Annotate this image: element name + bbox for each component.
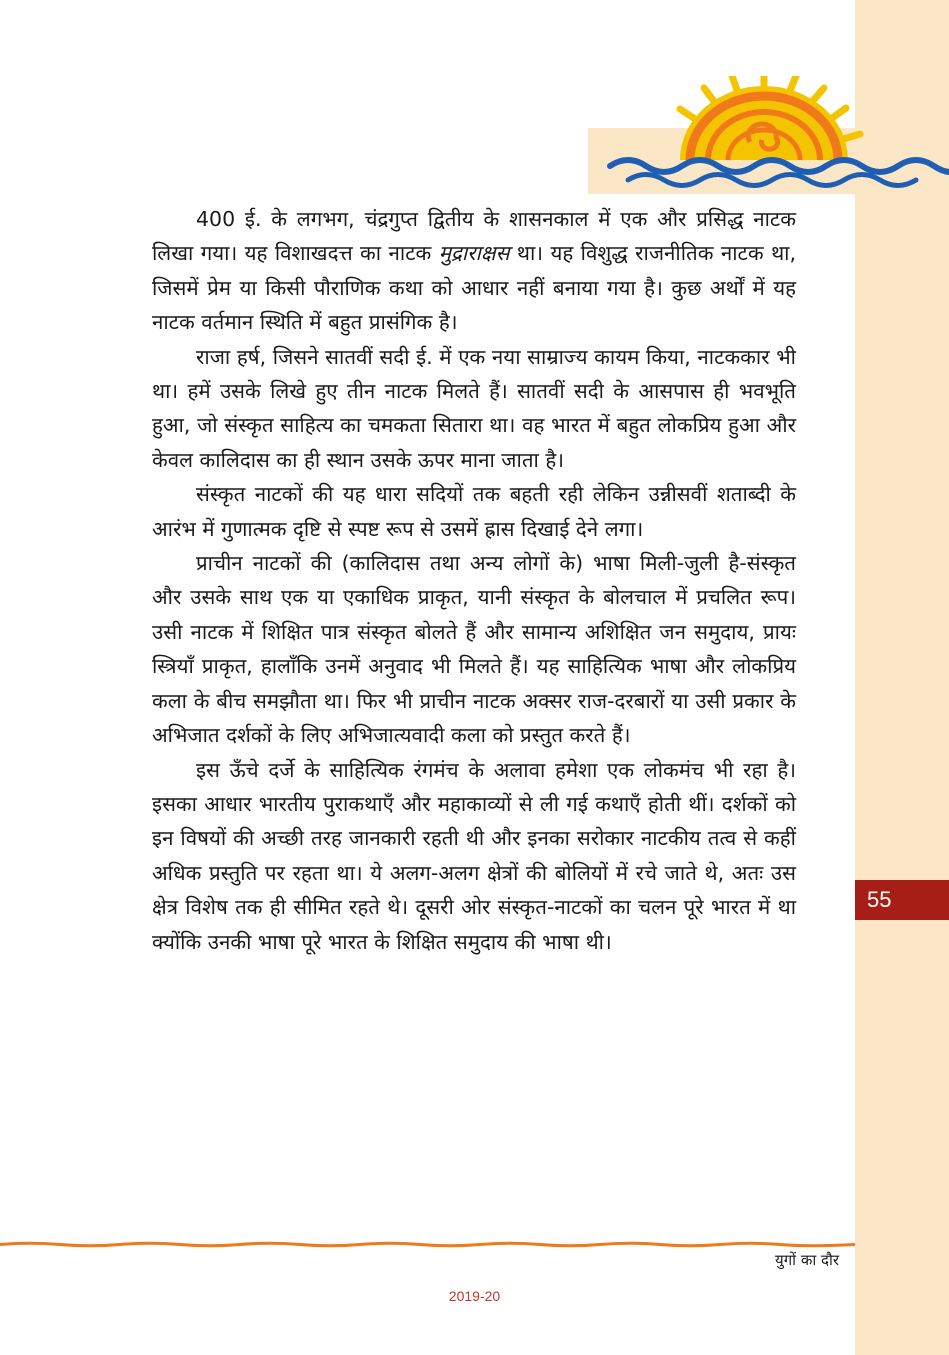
footer-rule <box>0 1241 855 1248</box>
book-title: युगों का दौर <box>775 1251 839 1269</box>
paragraph-1-text-a: 400 ई. के लगभग, चंद्रगुप्त द्वितीय के शासनकाल में एक और प्रसिद्ध नाटक लिखा गया। यह विशाखदत्त का नाटक <box>152 207 796 266</box>
paragraph-5: इस ऊँचे दर्जे के साहित्यिक रंगमंच के अलावा हमेशा एक लोकमंच भी रहा है। इसका आधार भारतीय पुराकथाएँ और महाकाव्यों से ली गई कथाएँ होती थीं। दर्शकों को इन विषयों की अच्छी तरह जानकारी रहती थी और इनका सरोकार नाटकीय तत्व से कहीं अधिक प्रस्तुति पर रहता था। ये अलग-अलग क्षेत्रों की बोलियों में रचे जाते थे, अतः उस क्षेत्र विशेष तक ही सीमित रहते थे। दूसरी ओर संस्कृत-नाटकों का चलन पूरे भारत में था क्योंकि उनकी भाषा पूरे भारत के शिक्षित समुदाय की भाषा थी। <box>152 757 796 954</box>
paragraph-3: संस्कृत नाटकों की यह धारा सदियों तक बहती रही लेकिन उन्नीसवीं शताब्दी के आरंभ में गुणात्मक दृष्टि से स्पष्ट रूप से उसमें ह्रास दिखाई देने लगा। <box>152 482 796 541</box>
paragraph-4: प्राचीन नाटकों की (कालिदास तथा अन्य लोगों के) भाषा मिली-जुली है-संस्कृत और उसके साथ एक या एकाधिक प्राकृत, यानी संस्कृत के बोलचाल में प्रचलित रूप। उसी नाटक में शिक्षित पात्र संस्कृत बोलते हैं और सामान्य अशिक्षित जन समुदाय, प्रायः स्त्रियाँ प्राकृत, हालाँकि उनमें अनुवाद भी मिलते हैं। यह साहित्यिक भाषा और लोकप्रिय कला के बीच समझौता था। फिर भी प्राचीन नाटक अक्सर राज-दरबारों या उसी प्रकार के अभिजात दर्शकों के लिए अभिजात्यवादी कला को प्रस्तुत करते हैं। <box>152 551 796 748</box>
sun-wave-header-icon <box>588 76 949 194</box>
paragraph-1 <box>152 202 796 340</box>
main-text <box>152 202 796 959</box>
page-number: 55 <box>855 880 949 920</box>
paragraph-1-text-b: था। यह विशुद्ध राजनीतिक नाटक था, जिसमें प्रेम या किसी पौराणिक कथा को आधार नहीं बनाया गया है। कुछ अर्थों में यह नाटक वर्तमान स्थिति में बहुत प्रासंगिक है। <box>152 241 796 335</box>
year-label: 2019-20 <box>448 1288 501 1304</box>
play-title: मुद्राराक्षस <box>438 241 510 266</box>
paragraph-2: राजा हर्ष, जिसने सातवीं सदी ई. में एक नया साम्राज्य कायम किया, नाटककार भी था। हमें उसके लिखे हुए तीन नाटक मिलते हैं। सातवीं सदी के आसपास ही भवभूति हुआ, जो संस्कृत साहित्य का चमकता सितारा था। वह भारत में बहुत लोकप्रिय हुआ और केवल कालिदास का ही स्थान उसके ऊपर माना जाता है। <box>152 344 796 472</box>
side-margin-band <box>855 0 949 1355</box>
